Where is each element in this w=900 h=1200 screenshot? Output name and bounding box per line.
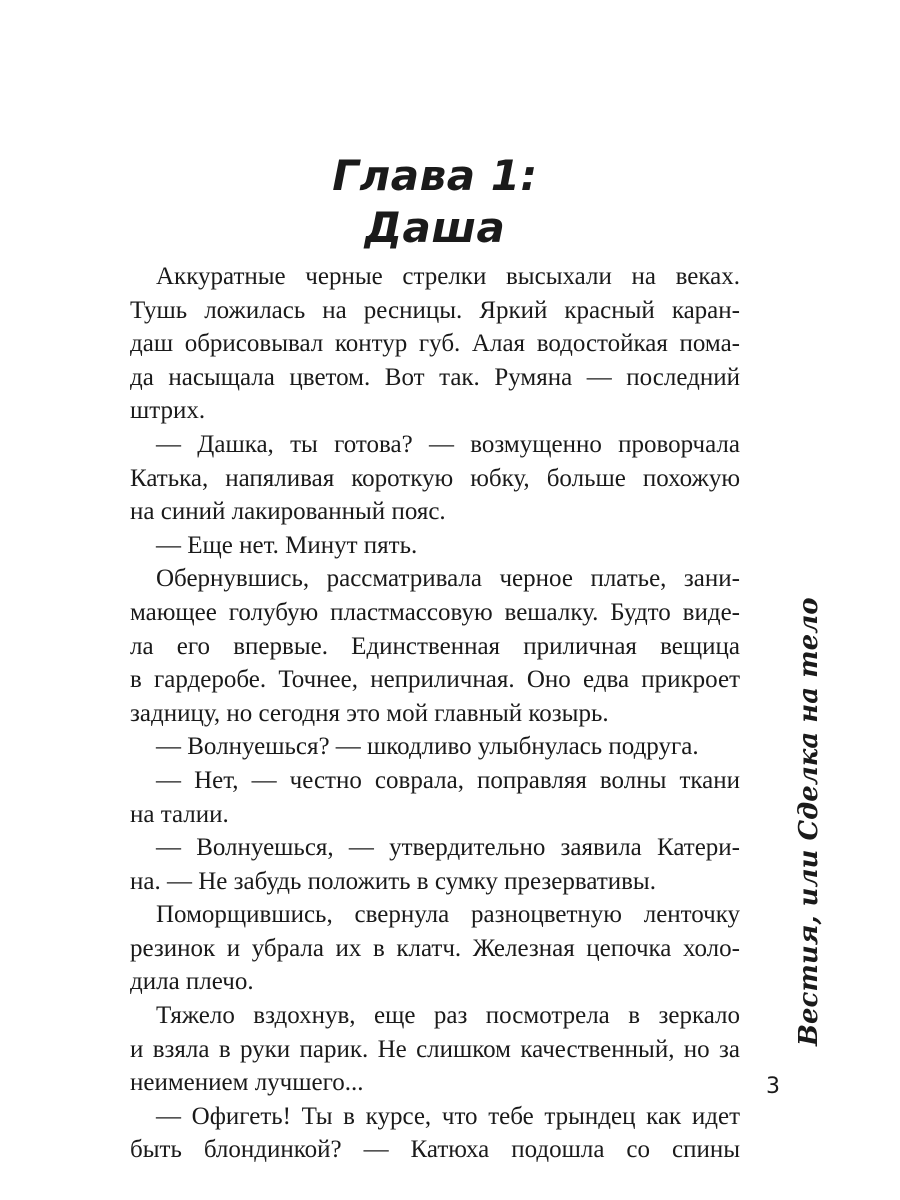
text-line: Обернувшись, рассматривала черное платье, зани- xyxy=(156,565,740,593)
text-line: — Нет, — честно соврала, поправляя волны ткани xyxy=(156,766,740,794)
text-line: да насыщала цветом. Вот так. Румяна — последний xyxy=(130,363,740,391)
text-line: и взяла в руки парик. Не слишком качественный, но за xyxy=(130,1035,740,1063)
text-line: в гардеробе. Точнее, неприличная. Оно едва прикроет xyxy=(130,666,740,694)
text-line: на. — Не забудь положить в сумку презервативы. xyxy=(130,867,656,895)
text-line: ла его впервые. Единственная приличная вещица xyxy=(130,632,740,660)
text-line: штрих. xyxy=(130,397,206,425)
text-line: Аккуратные черные стрелки высыхали на веках. xyxy=(156,263,740,290)
text-line: Тяжело вздохнув, еще раз посмотрела в зеркало xyxy=(156,1002,740,1030)
chapter-title-line-1: Глава 1: xyxy=(332,151,538,200)
text-line: даш обрисовывал контур губ. Алая водостойкая пома- xyxy=(130,330,740,358)
text-line: дила плечо. xyxy=(130,968,254,996)
text-line: на синий лакированный пояс. xyxy=(130,498,446,526)
text-line: неимением лучшего... xyxy=(130,1069,364,1097)
text-line: задницу, но сегодня это мой главный козырь. xyxy=(130,699,609,727)
text-line: — Еще нет. Минут пять. xyxy=(156,531,418,559)
text-line: — Офигеть! Ты в курсе, что тебе трындец как идет xyxy=(156,1102,740,1130)
text-line: — Волнуешься? — шкодливо улыбнулась подруга. xyxy=(156,733,699,761)
page-number: 3 xyxy=(766,1074,780,1099)
text-line: быть блондинкой? — Катюха подошла со спины xyxy=(130,1136,740,1164)
body-text xyxy=(130,260,740,1167)
text-line: — Волнуешься, — утвердительно заявила Катери- xyxy=(156,834,740,862)
text-line: мающее голубую пластмассовую вешалку. Будто виде- xyxy=(130,598,740,626)
running-title: Вестия, или Сделка на тело xyxy=(794,597,824,1046)
text-line: резинок и убрала их в клатч. Железная цепочка холо- xyxy=(130,934,740,962)
text-line: Тушь ложилась на ресницы. Яркий красный каран- xyxy=(130,296,740,324)
text-line: Поморщившись, свернула разноцветную ленточку xyxy=(156,901,740,929)
text-line: Катька, напяливая короткую юбку, больше похожую xyxy=(130,464,740,492)
chapter-title-line-2: Даша xyxy=(364,203,506,252)
text-line: на талии. xyxy=(130,800,229,828)
text-line: — Дашка, ты готова? — возмущенно проворчала xyxy=(156,430,740,458)
chapter-title xyxy=(130,150,740,254)
